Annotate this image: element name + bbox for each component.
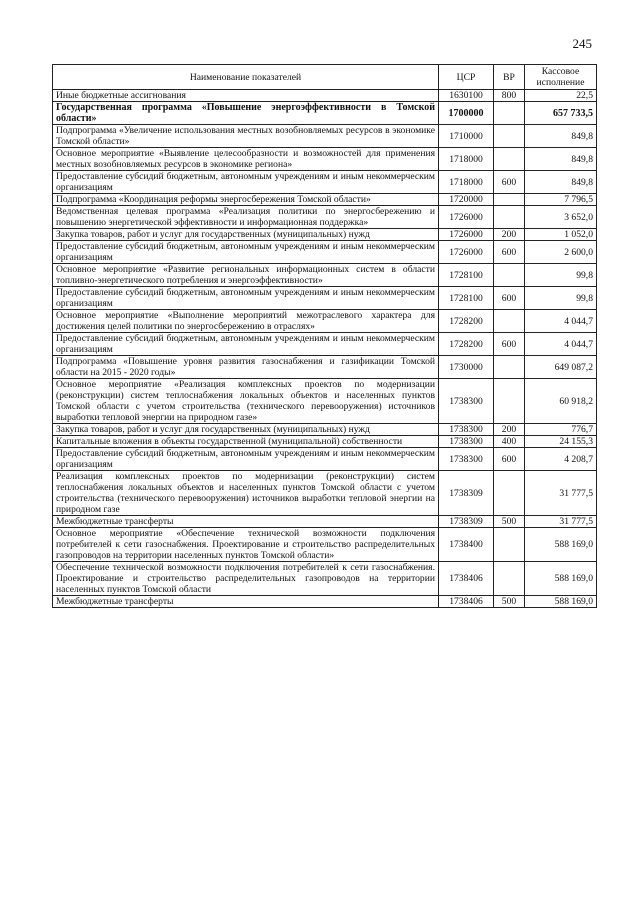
name-cell: Предоставление субсидий бюджетным, автономным учреждениям и иным некоммерческим организациям bbox=[53, 333, 439, 356]
table-row bbox=[53, 102, 597, 125]
vr-cell: 600 bbox=[494, 448, 525, 471]
sum-cell: 4 044,7 bbox=[525, 333, 597, 356]
name-cell: Подпрограмма «Координация реформы энергосбережения Томской области» bbox=[53, 194, 439, 206]
name-cell: Основное мероприятие «Обеспечение технической возможности подключения потребителей к сети газоснабжения. Проектирование и строительство распределительных газопроводов на территории населенных пунктов Томской области» bbox=[53, 528, 439, 562]
csr-cell: 1728200 bbox=[439, 333, 494, 356]
sum-cell: 4 044,7 bbox=[525, 310, 597, 333]
name-cell: Предоставление субсидий бюджетным, автономным учреждениям и иным некоммерческим организациям bbox=[53, 287, 439, 310]
vr-cell: 600 bbox=[494, 333, 525, 356]
table-row bbox=[53, 356, 597, 379]
sum-cell: 849,8 bbox=[525, 148, 597, 171]
vr-cell bbox=[494, 528, 525, 562]
sum-cell: 657 733,5 bbox=[525, 102, 597, 125]
name-cell: Предоставление субсидий бюджетным, автономным учреждениям и иным некоммерческим организациям bbox=[53, 171, 439, 194]
name-cell: Основное мероприятие «Выполнение мероприятий межотраслевого характера для достижения целей политики по энергосбережению в отраслях» bbox=[53, 310, 439, 333]
csr-cell: 1726000 bbox=[439, 206, 494, 229]
vr-cell bbox=[494, 356, 525, 379]
table-row bbox=[53, 264, 597, 287]
table-row bbox=[53, 379, 597, 424]
vr-cell: 600 bbox=[494, 241, 525, 264]
header-sum: Кассовое исполнение bbox=[525, 65, 597, 90]
sum-cell: 588 169,0 bbox=[525, 528, 597, 562]
sum-cell: 24 155,3 bbox=[525, 436, 597, 448]
name-cell: Основное мероприятие «Реализация комплексных проектов по модернизации (реконструкции) систем теплоснабжения локальных объектов и населенных пунктов Томской области с учетом строительства (технического перевооружения) источников выработки тепловой энергии на природном газе» bbox=[53, 379, 439, 424]
name-cell: Государственная программа «Повышение энергоэффективности в Томской области» bbox=[53, 102, 439, 125]
table-row bbox=[53, 448, 597, 471]
vr-cell: 400 bbox=[494, 436, 525, 448]
table-row bbox=[53, 287, 597, 310]
csr-cell: 1738309 bbox=[439, 516, 494, 528]
sum-cell: 588 169,0 bbox=[525, 562, 597, 596]
csr-cell: 1718000 bbox=[439, 171, 494, 194]
name-cell: Иные бюджетные ассигнования bbox=[53, 90, 439, 102]
name-cell: Обеспечение технической возможности подключения потребителей к сети газоснабжения. Проектирование и строительство распределительных газопроводов на территории населенных пунктов Томской области bbox=[53, 562, 439, 596]
table-row bbox=[53, 424, 597, 436]
header-csr: ЦСР bbox=[439, 65, 494, 90]
vr-cell: 600 bbox=[494, 287, 525, 310]
vr-cell: 200 bbox=[494, 424, 525, 436]
sum-cell: 31 777,5 bbox=[525, 516, 597, 528]
csr-cell: 1738406 bbox=[439, 596, 494, 608]
sum-cell: 3 652,0 bbox=[525, 206, 597, 229]
csr-cell: 1720000 bbox=[439, 194, 494, 206]
csr-cell: 1700000 bbox=[439, 102, 494, 125]
table-row bbox=[53, 206, 597, 229]
vr-cell bbox=[494, 102, 525, 125]
table-row bbox=[53, 194, 597, 206]
sum-cell: 649 087,2 bbox=[525, 356, 597, 379]
vr-cell: 600 bbox=[494, 171, 525, 194]
name-cell: Предоставление субсидий бюджетным, автономным учреждениям и иным некоммерческим организациям bbox=[53, 241, 439, 264]
csr-cell: 1630100 bbox=[439, 90, 494, 102]
sum-cell: 99,8 bbox=[525, 287, 597, 310]
vr-cell bbox=[494, 471, 525, 516]
vr-cell bbox=[494, 148, 525, 171]
name-cell: Закупка товаров, работ и услуг для государственных (муниципальных) нужд bbox=[53, 424, 439, 436]
name-cell: Подпрограмма «Повышение уровня развития газоснабжения и газификации Томской области на 2015 - 2020 годы» bbox=[53, 356, 439, 379]
csr-cell: 1738300 bbox=[439, 448, 494, 471]
table-row bbox=[53, 596, 597, 608]
vr-cell bbox=[494, 206, 525, 229]
csr-cell: 1738406 bbox=[439, 562, 494, 596]
vr-cell: 500 bbox=[494, 596, 525, 608]
sum-cell: 2 600,0 bbox=[525, 241, 597, 264]
header-name: Наименование показателей bbox=[53, 65, 439, 90]
page-number: 245 bbox=[572, 36, 592, 51]
name-cell: Основное мероприятие «Выявление целесообразности и возможностей для применения местных возобновляемых ресурсов в экономике региона» bbox=[53, 148, 439, 171]
csr-cell: 1710000 bbox=[439, 125, 494, 148]
table-row bbox=[53, 528, 597, 562]
csr-cell: 1726000 bbox=[439, 229, 494, 241]
csr-cell: 1718000 bbox=[439, 148, 494, 171]
sum-cell: 849,8 bbox=[525, 171, 597, 194]
csr-cell: 1738300 bbox=[439, 436, 494, 448]
vr-cell bbox=[494, 310, 525, 333]
table-row bbox=[53, 148, 597, 171]
name-cell: Капитальные вложения в объекты государственной (муниципальной) собственности bbox=[53, 436, 439, 448]
table-body bbox=[53, 90, 597, 608]
sum-cell: 60 918,2 bbox=[525, 379, 597, 424]
vr-cell bbox=[494, 194, 525, 206]
table-row bbox=[53, 90, 597, 102]
csr-cell: 1738300 bbox=[439, 424, 494, 436]
name-cell: Межбюджетные трансферты bbox=[53, 516, 439, 528]
table-row bbox=[53, 516, 597, 528]
sum-cell: 588 169,0 bbox=[525, 596, 597, 608]
csr-cell: 1728200 bbox=[439, 310, 494, 333]
vr-cell: 500 bbox=[494, 516, 525, 528]
csr-cell: 1738400 bbox=[439, 528, 494, 562]
table-row bbox=[53, 310, 597, 333]
name-cell: Межбюджетные трансферты bbox=[53, 596, 439, 608]
sum-cell: 99,8 bbox=[525, 264, 597, 287]
csr-cell: 1726000 bbox=[439, 241, 494, 264]
header-vr: ВР bbox=[494, 65, 525, 90]
table-row bbox=[53, 471, 597, 516]
table-row bbox=[53, 125, 597, 148]
sum-cell: 31 777,5 bbox=[525, 471, 597, 516]
csr-cell: 1738309 bbox=[439, 471, 494, 516]
sum-cell: 849,8 bbox=[525, 125, 597, 148]
table-row bbox=[53, 333, 597, 356]
sum-cell: 22,5 bbox=[525, 90, 597, 102]
name-cell: Закупка товаров, работ и услуг для государственных (муниципальных) нужд bbox=[53, 229, 439, 241]
name-cell: Подпрограмма «Увеличение использования местных возобновляемых ресурсов в экономике Томской области» bbox=[53, 125, 439, 148]
vr-cell: 800 bbox=[494, 90, 525, 102]
table-row bbox=[53, 171, 597, 194]
table-row bbox=[53, 436, 597, 448]
table-row bbox=[53, 562, 597, 596]
csr-cell: 1728100 bbox=[439, 264, 494, 287]
name-cell: Ведомственная целевая программа «Реализация политики по энергосбережению и повышению энергетической эффективности и информационная поддержка» bbox=[53, 206, 439, 229]
name-cell: Основное мероприятие «Развитие региональных информационных систем в области топливно-энергетического потребления и энергоэффективности» bbox=[53, 264, 439, 287]
vr-cell bbox=[494, 264, 525, 287]
name-cell: Предоставление субсидий бюджетным, автономным учреждениям и иным некоммерческим организациям bbox=[53, 448, 439, 471]
sum-cell: 7 796,5 bbox=[525, 194, 597, 206]
vr-cell: 200 bbox=[494, 229, 525, 241]
csr-cell: 1738300 bbox=[439, 379, 494, 424]
vr-cell bbox=[494, 379, 525, 424]
table-row bbox=[53, 241, 597, 264]
sum-cell: 1 052,0 bbox=[525, 229, 597, 241]
budget-table bbox=[52, 64, 597, 608]
sum-cell: 4 208,7 bbox=[525, 448, 597, 471]
table-row bbox=[53, 229, 597, 241]
table-header-row bbox=[53, 65, 597, 90]
vr-cell bbox=[494, 125, 525, 148]
name-cell: Реализация комплексных проектов по модернизации (реконструкции) систем теплоснабжения локальных объектов и населенных пунктов Томской области с учетом строительства (технического перевооружения) источников выработки тепловой энергии на природном газе bbox=[53, 471, 439, 516]
csr-cell: 1730000 bbox=[439, 356, 494, 379]
vr-cell bbox=[494, 562, 525, 596]
sum-cell: 776,7 bbox=[525, 424, 597, 436]
csr-cell: 1728100 bbox=[439, 287, 494, 310]
